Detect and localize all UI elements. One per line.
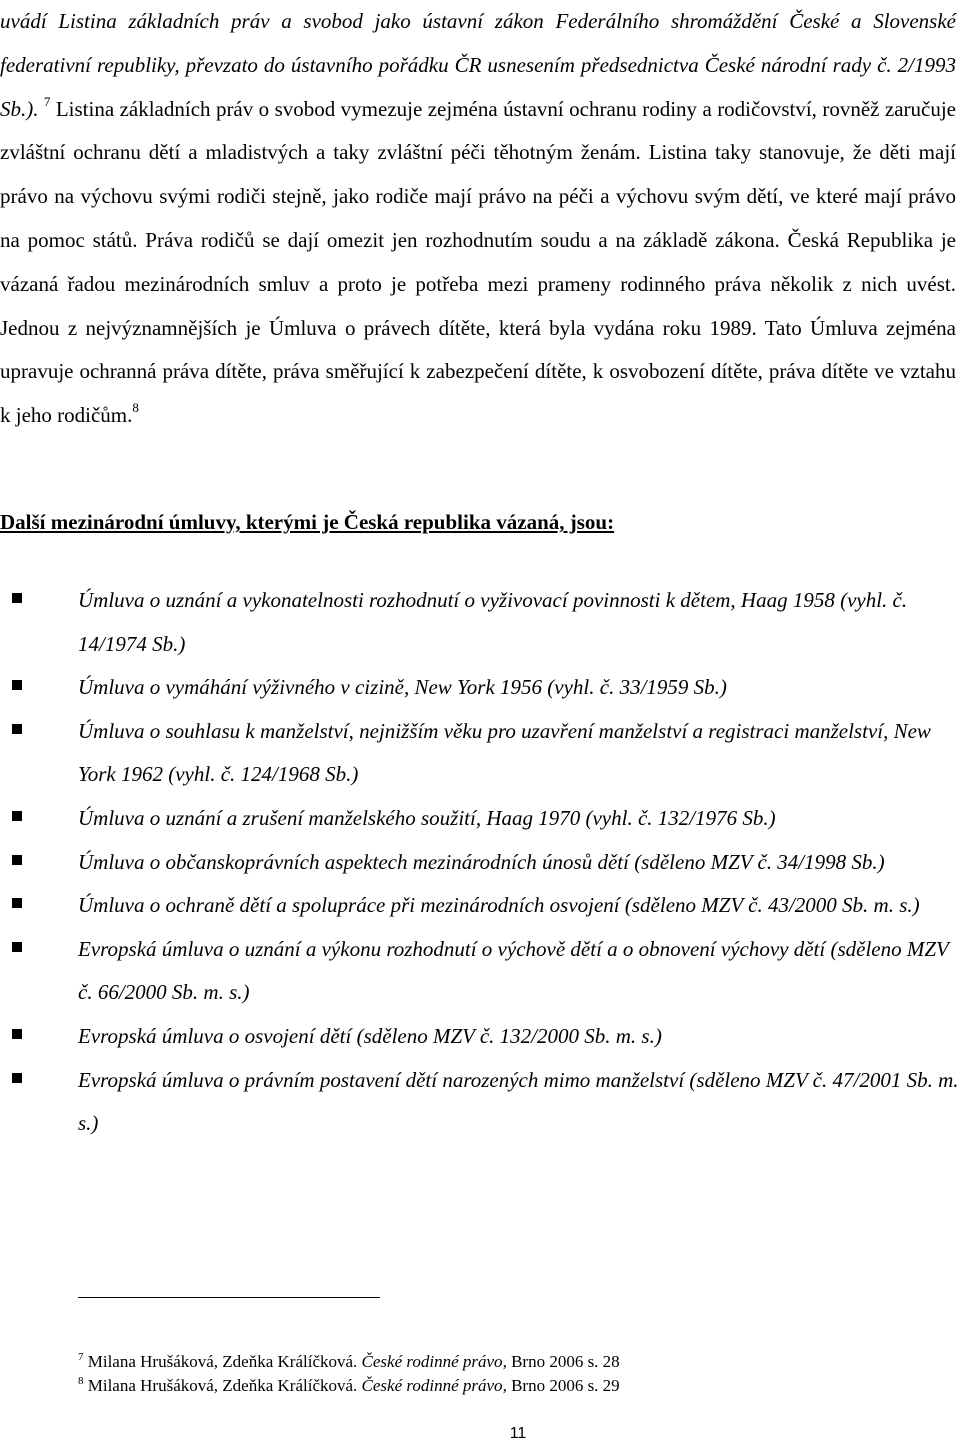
list-item-text: Evropská úmluva o osvojení dětí (sděleno MZV č. 132/2000 Sb. m. s.): [78, 1023, 662, 1048]
list-item: [0, 797, 960, 841]
list-item: [0, 841, 960, 885]
footnote-8: [78, 1374, 620, 1398]
square-bullet-icon: [12, 593, 22, 603]
list-item: [0, 928, 960, 1015]
list-item-text: Evropská úmluva o uznání a výkonu rozhodnutí o výchově dětí a o obnovení výchovy dětí (sděleno MZV č. 66/2000 Sb. m. s.): [78, 936, 949, 1005]
list-item: [0, 1059, 960, 1146]
footnote-ref-7[interactable]: 7: [43, 93, 51, 109]
footnote-7: [78, 1350, 620, 1374]
footnote-rest: , Brno 2006 s. 28: [502, 1352, 620, 1371]
footnote-ref-8[interactable]: 8: [132, 400, 139, 416]
list-item-text: Úmluva o občanskoprávních aspektech mezinárodních únosů dětí (sděleno MZV č. 34/1998 Sb.): [78, 849, 885, 874]
square-bullet-icon: [12, 942, 22, 952]
footnote-authors: Milana Hrušáková, Zdeňka Králíčková.: [83, 1352, 362, 1371]
paragraph-sentence-1: uvádí Listina základních práv a svobod jako ústavní zákon Federálního shromáždění České a Slovenské federativní republiky, převzato do ústavního pořádku ČR usnesením předsednictva České národní rady č. 2/1993 Sb.).: [0, 9, 956, 121]
footnote-authors: Milana Hrušáková, Zdeňka Králíčková.: [83, 1376, 362, 1395]
list-item-text: Úmluva o vymáhání výživného v cizině, New York 1956 (vyhl. č. 33/1959 Sb.): [78, 675, 727, 700]
list-item: [0, 579, 960, 666]
list-item: [0, 710, 960, 797]
footnote-title: České rodinné právo: [361, 1352, 503, 1371]
square-bullet-icon: [12, 811, 22, 821]
list-item-text: Úmluva o uznání a vykonatelnosti rozhodnutí o vyživovací povinnosti k dětem, Haag 1958 (vyhl. č. 14/1974 Sb.): [78, 588, 908, 656]
list-item-text: Úmluva o ochraně dětí a spolupráce při mezinárodních osvojení (sděleno MZV č. 43/2000 Sb. m. s.): [78, 893, 920, 918]
footnotes: [78, 1350, 620, 1398]
square-bullet-icon: [12, 855, 22, 865]
square-bullet-icon: [12, 724, 22, 734]
footnote-title: České rodinné právo: [361, 1376, 503, 1395]
footnote-number: 8: [78, 1375, 84, 1387]
list-item: [0, 884, 960, 928]
footnote-rest: , Brno 2006 s. 29: [502, 1376, 620, 1395]
list-item-text: Úmluva o uznání a zrušení manželského soužití, Haag 1970 (vyhl. č. 132/1976 Sb.): [78, 805, 776, 830]
square-bullet-icon: [12, 680, 22, 690]
page-number: 11: [509, 1425, 527, 1442]
footnote-separator: [78, 1297, 380, 1298]
list-item-text: Úmluva o souhlasu k manželství, nejnižším věku pro uzavření manželství a registraci manželství, New York 1962 (vyhl. č. 124/1968 Sb.): [78, 718, 931, 787]
section-heading: Další mezinárodní úmluvy, kterými je Česká republika vázaná, jsou:: [0, 510, 615, 534]
paragraph-body: Listina základních práv o svobod vymezuje zejména ústavní ochranu rodiny a rodičovství, rovněž zaručuje zvláštní ochranu dětí a mladistvých a taky zvláštní péči těhotným ženám. Listina taky stanovuje, že děti mají právo na výchovu svými rodiči stejně, jako rodiče mají právo na péči a výchovu svým dětí, ve které mají právo na pomoc států. Práva rodičů se dají omezit jen rozhodnutím soudu a na základě zákona. Česká Republika je vázaná řadou mezinárodních smluv a proto je potřeba mezi prameny rodinného práva několik z nich uvést. Jednou z nejvýznamnějších je Úmluva o právech dítěte, která byla vydána roku 1989. Tato Úmluva zejména upravuje ochranná práva dítěte, práva směřující k zabezpečení dítěte, k osvobození dítěte, práva dítěte ve vztahu k jeho rodičům.: [0, 96, 957, 428]
square-bullet-icon: [12, 1029, 22, 1039]
list-item: [0, 1015, 960, 1059]
square-bullet-icon: [12, 898, 22, 908]
body-paragraph: [0, 0, 956, 438]
square-bullet-icon: [12, 1073, 22, 1083]
list-item: [0, 666, 960, 710]
footnote-number: 7: [78, 1351, 84, 1363]
conventions-list: [0, 579, 960, 1146]
list-item-text: Evropská úmluva o právním postavení dětí narozených mimo manželství (sděleno MZV č. 47/2001 Sb. m. s.): [78, 1067, 959, 1136]
